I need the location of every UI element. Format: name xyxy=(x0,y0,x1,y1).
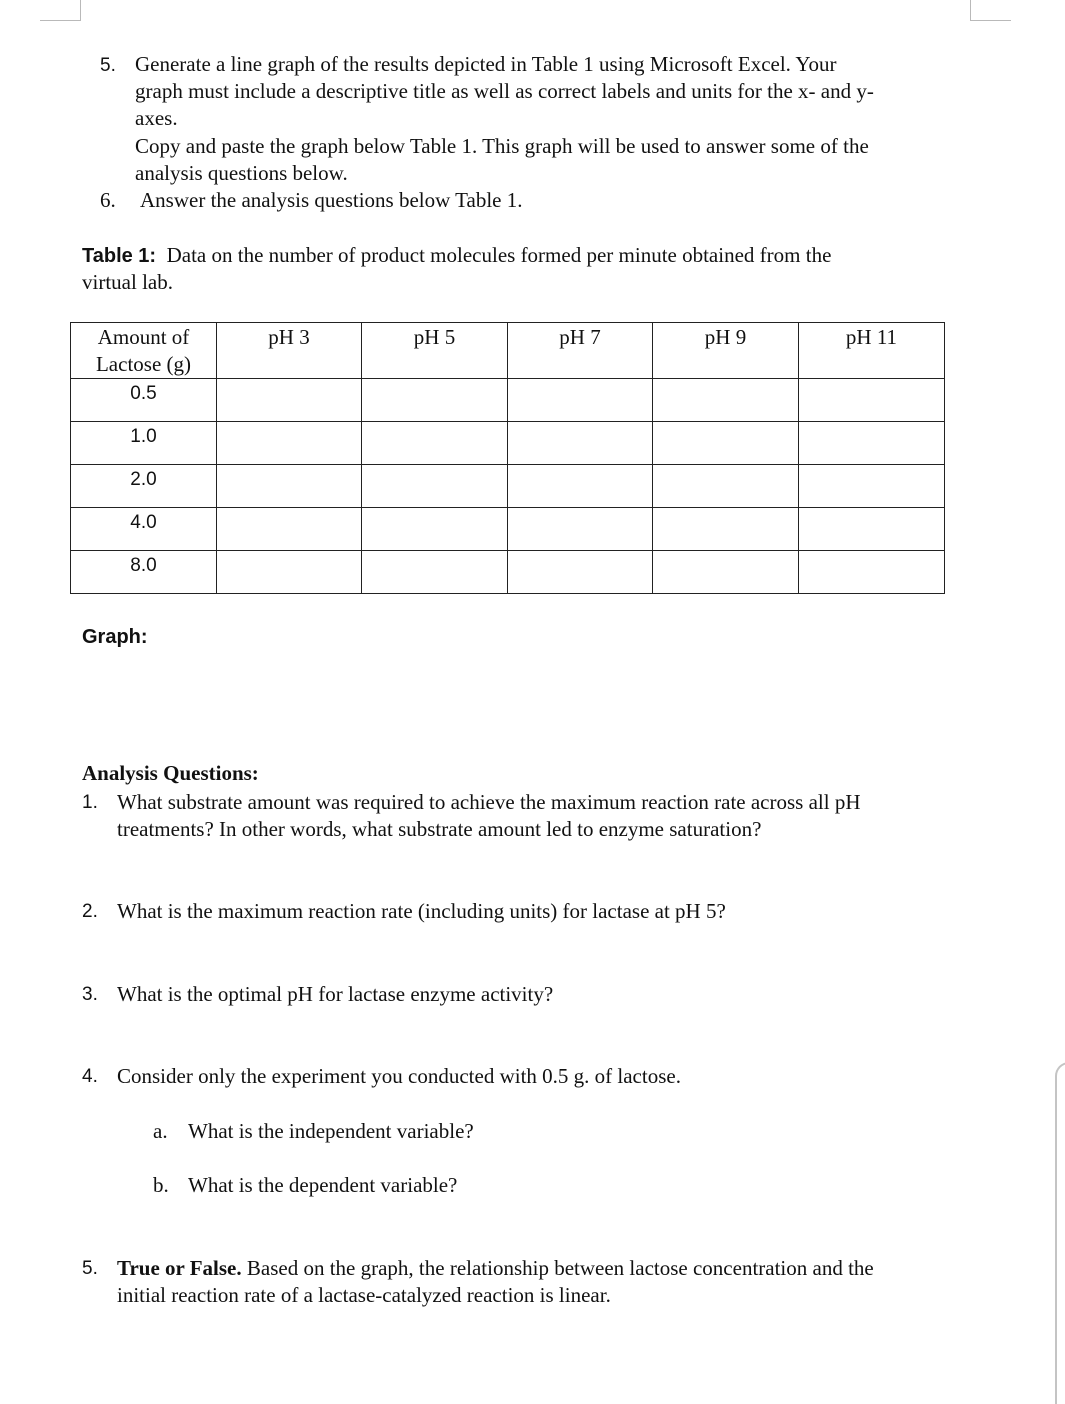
question-3-text: What is the optimal pH for lactase enzyme activity? xyxy=(117,982,554,1006)
table-cell[interactable] xyxy=(653,551,799,594)
row-label-8-0: 8.0 xyxy=(71,551,217,594)
step-5-line-4: Copy and paste the graph below Table 1. This graph will be used to answer some of the xyxy=(135,134,869,158)
question-4-text: Consider only the experiment you conducted with 0.5 g. of lactose. xyxy=(117,1064,681,1088)
table-cell[interactable] xyxy=(653,379,799,422)
table-cell[interactable] xyxy=(362,508,508,551)
table-cell[interactable] xyxy=(799,508,945,551)
question-4a-text: What is the independent variable? xyxy=(188,1119,474,1143)
question-5-true-false-prefix: True or False. xyxy=(117,1256,242,1280)
question-5-line-1-rest: Based on the graph, the relationship between lactose concentration and the xyxy=(241,1256,874,1280)
column-header-ph9: pH 9 xyxy=(653,323,799,379)
step-5-line-5: analysis questions below. xyxy=(135,161,348,185)
question-2-text: What is the maximum reaction rate (including units) for lactase at pH 5? xyxy=(117,899,726,923)
table-row xyxy=(71,465,945,508)
row-label-1-0: 1.0 xyxy=(71,422,217,465)
row-label-2-0: 2.0 xyxy=(71,465,217,508)
table-cell[interactable] xyxy=(653,465,799,508)
row-label-4-0: 4.0 xyxy=(71,508,217,551)
question-5-line-1 xyxy=(117,1255,874,1282)
row-label-header-line-2: Lactose (g) xyxy=(95,352,192,376)
crop-mark-top-left xyxy=(40,0,81,21)
column-header-ph11: pH 11 xyxy=(799,323,945,379)
step-5-line-2: graph must include a descriptive title as well as correct labels and units for the x- and y- xyxy=(135,79,874,103)
table-cell[interactable] xyxy=(217,379,362,422)
crop-mark-top-right xyxy=(970,0,1011,21)
step-6-text: Answer the analysis questions below Table 1. xyxy=(140,188,523,212)
table-cell[interactable] xyxy=(799,422,945,465)
table-caption-label: Table 1: xyxy=(82,245,157,267)
table-cell[interactable] xyxy=(362,379,508,422)
question-4b-label: b. xyxy=(153,1173,169,1197)
graph-label: Graph: xyxy=(82,626,148,648)
table-cell[interactable] xyxy=(799,551,945,594)
column-header-ph3: pH 3 xyxy=(217,323,362,379)
row-label-header-line-1: Amount of xyxy=(97,325,190,349)
table-cell[interactable] xyxy=(217,508,362,551)
step-5-number: 5. xyxy=(100,55,116,76)
table-cell[interactable] xyxy=(508,551,653,594)
question-1-line-2: treatments? In other words, what substrate amount led to enzyme saturation? xyxy=(117,817,762,841)
table-row xyxy=(71,508,945,551)
table-cell[interactable] xyxy=(508,465,653,508)
table-cell[interactable] xyxy=(799,465,945,508)
question-1-number: 1. xyxy=(82,792,98,813)
question-4b-text: What is the dependent variable? xyxy=(188,1173,458,1197)
page-scroll-edge xyxy=(1055,1062,1065,1404)
table-caption-line-1 xyxy=(82,242,831,270)
question-5-line-2: initial reaction rate of a lactase-catalyzed reaction is linear. xyxy=(117,1283,611,1307)
table-cell[interactable] xyxy=(799,379,945,422)
column-header-ph7: pH 7 xyxy=(508,323,653,379)
table-cell[interactable] xyxy=(508,422,653,465)
table-cell[interactable] xyxy=(653,508,799,551)
row-label-header xyxy=(71,323,217,379)
question-2-number: 2. xyxy=(82,901,98,922)
row-label-0-5: 0.5 xyxy=(71,379,217,422)
table-cell[interactable] xyxy=(217,422,362,465)
question-4a-label: a. xyxy=(153,1119,168,1143)
table-caption-line-2: virtual lab. xyxy=(82,270,173,294)
table-cell[interactable] xyxy=(508,508,653,551)
analysis-heading: Analysis Questions: xyxy=(82,761,259,785)
table-cell[interactable] xyxy=(653,422,799,465)
question-4-number: 4. xyxy=(82,1066,98,1087)
data-table xyxy=(70,322,945,594)
table-row xyxy=(71,422,945,465)
table-cell[interactable] xyxy=(217,551,362,594)
table-row xyxy=(71,551,945,594)
table-cell[interactable] xyxy=(362,422,508,465)
question-1-line-1: What substrate amount was required to achieve the maximum reaction rate across all pH xyxy=(117,790,861,814)
column-header-ph5: pH 5 xyxy=(362,323,508,379)
table-cell[interactable] xyxy=(217,465,362,508)
table-caption-text: Data on the number of product molecules formed per minute obtained from the xyxy=(166,243,832,267)
table-header-row xyxy=(71,323,945,379)
step-5-line-1: Generate a line graph of the results depicted in Table 1 using Microsoft Excel. Your xyxy=(135,52,837,76)
question-5-number: 5. xyxy=(82,1258,98,1279)
step-5-line-3: axes. xyxy=(135,106,178,130)
table-cell[interactable] xyxy=(362,465,508,508)
table-row xyxy=(71,379,945,422)
table-cell[interactable] xyxy=(508,379,653,422)
table-cell[interactable] xyxy=(362,551,508,594)
question-3-number: 3. xyxy=(82,984,98,1005)
step-6-number: 6. xyxy=(100,188,116,212)
